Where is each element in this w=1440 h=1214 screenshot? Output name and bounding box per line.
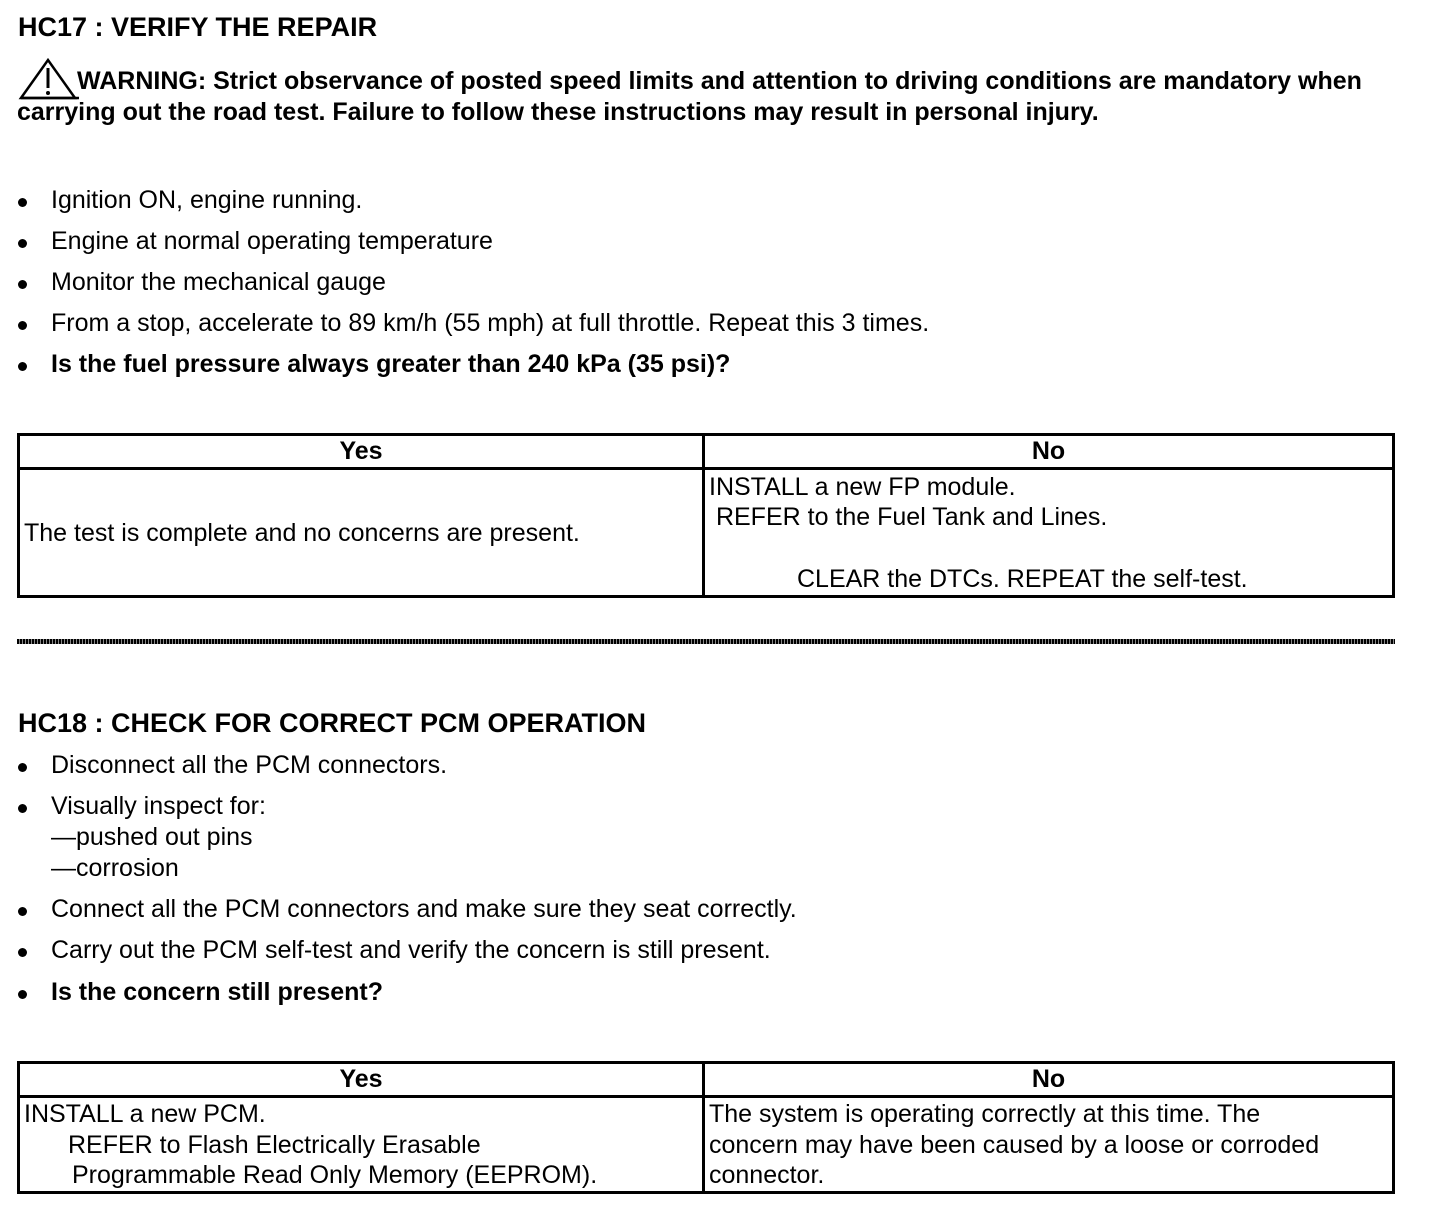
- yes-text: The test is complete and no concerns are present.: [24, 518, 580, 547]
- no-cell: [704, 469, 1394, 597]
- hc17-warning: [17, 54, 1407, 126]
- yes-line-2: REFER to Flash Electrically Erasable: [68, 1131, 481, 1159]
- yes-line-1: INSTALL a new PCM.: [24, 1100, 266, 1128]
- yes-line-3: Programmable Read Only Memory (EEPROM).: [72, 1161, 598, 1189]
- inspect-item: —pushed out pins: [51, 823, 253, 851]
- hc18-yes-no-table: [17, 1061, 1395, 1194]
- no-line-2: REFER to the Fuel Tank and Lines.: [709, 503, 1108, 531]
- yes-header: Yes: [19, 435, 704, 469]
- yes-cell: [19, 1097, 704, 1193]
- no-line-2: concern may have been caused by a loose or corroded: [709, 1131, 1320, 1159]
- no-line-3: CLEAR the DTCs. REPEAT the self-test.: [797, 565, 1248, 593]
- yes-header: Yes: [19, 1063, 704, 1097]
- no-line-3: connector.: [709, 1161, 825, 1189]
- no-header: No: [704, 435, 1394, 469]
- yes-cell: [19, 469, 704, 597]
- hc17-title: HC17 : VERIFY THE REPAIR: [18, 12, 378, 42]
- hc17-yes-no-table: [17, 433, 1395, 598]
- no-line-1: The system is operating correctly at this time. The: [709, 1100, 1261, 1128]
- section-divider: [17, 639, 1395, 644]
- no-header: No: [704, 1063, 1394, 1097]
- inspect-item: —corrosion: [51, 854, 179, 882]
- no-cell: [704, 1097, 1394, 1193]
- no-line-1: INSTALL a new FP module.: [709, 473, 1016, 501]
- hc18-title: HC18 : CHECK FOR CORRECT PCM OPERATION: [18, 708, 647, 738]
- warning-text: WARNING: Strict observance of posted speed limits and attention to driving conditions are mandatory when carrying out the road test. Failure to follow these instructions may result in personal injury.: [17, 67, 1362, 126]
